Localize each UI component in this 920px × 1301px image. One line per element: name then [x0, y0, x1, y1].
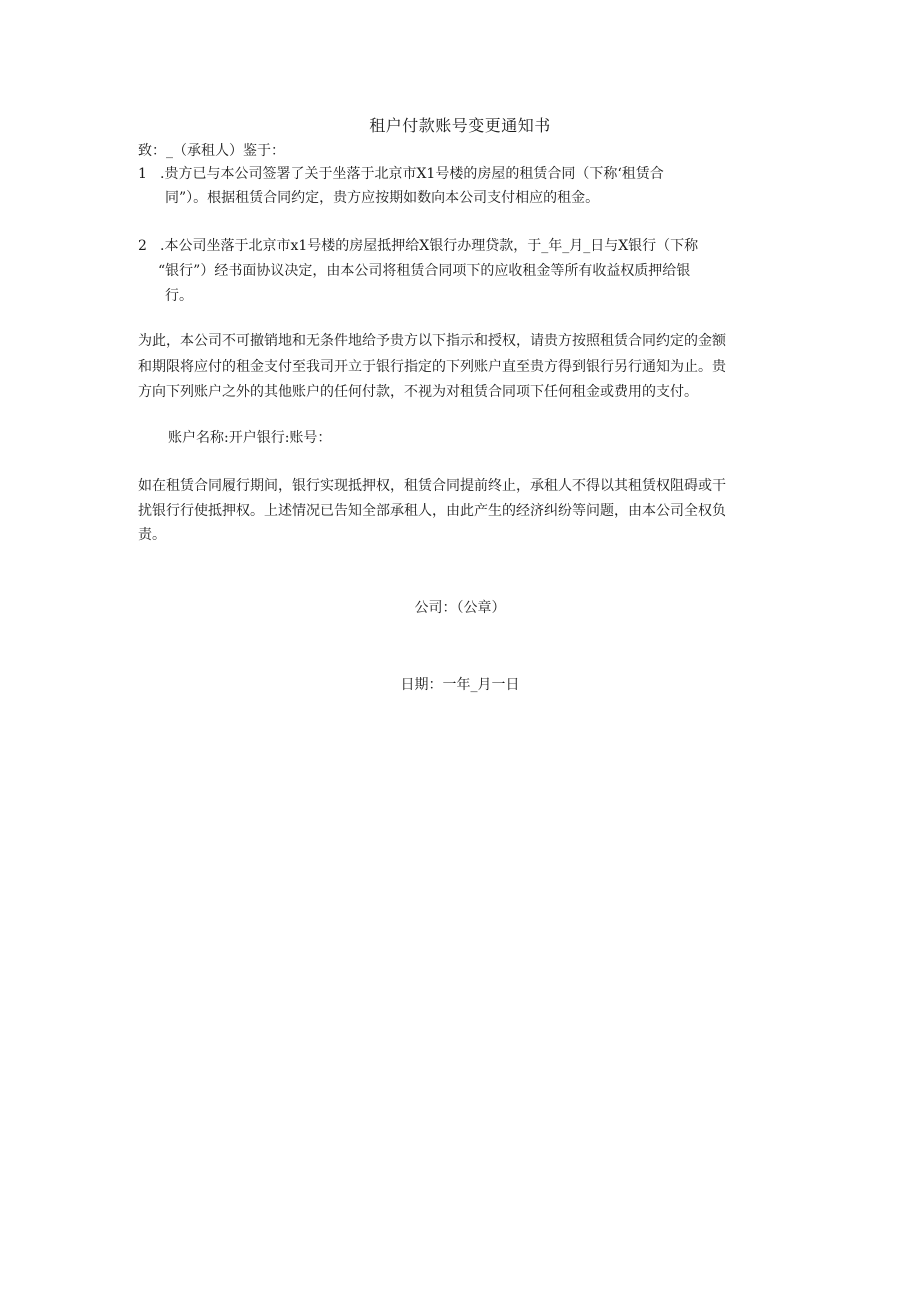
paragraph-3-line-1: 为此，本公司不可撤销地和无条件地给予贵方以下指示和授权，请贵方按照租赁合同约定的金额	[138, 333, 726, 349]
item-2-line-3: 行。	[165, 288, 193, 304]
date-line: 日期：一年_月一日	[400, 677, 520, 693]
item-1-number: 1	[138, 166, 147, 182]
item-1-text-1: .贵方已与本公司签署了关于坐落于北京市X1号楼的房屋的租赁合同（下称‘租赁合	[160, 166, 664, 182]
paragraph-4-line-2: 扰银行行使抵押权。上述情况已告知全部承租人，由此产生的经济纠纷等问题，由本公司全权负	[138, 503, 726, 519]
item-2-line-1	[138, 236, 788, 256]
document-title: 租户付款账号变更通知书	[369, 116, 551, 135]
paragraph-4-line-3: 责。	[138, 527, 166, 543]
paragraph-3-line-2: 和期限将应付的租金支付至我司开立于银行指定的下列账户直至贵方得到银行另行通知为止。贵	[138, 359, 726, 375]
item-2-line-2: “银行”）经书面协议决定，由本公司将租赁合同项下的应收租金等所有收益权质押给银	[158, 263, 691, 279]
company-seal-line: 公司：（公章）	[414, 600, 506, 616]
paragraph-3-line-3: 方向下列账户之外的其他账户的任何付款，不视为对租赁合同项下任何租金或费用的支付。	[138, 384, 698, 400]
item-1-line-1	[138, 164, 788, 184]
paragraph-4-line-1: 如在租赁合同履行期间，银行实现抵押权，租赁合同提前终止，承租人不得以其租赁权阻碍或干	[138, 478, 726, 494]
item-2-number: 2	[138, 238, 147, 254]
item-1-line-2: 同”）。根据租赁合同约定，贵方应按期如数向本公司支付相应的租金。	[165, 190, 600, 206]
salutation: 致：_（承租人）鉴于：	[138, 143, 285, 159]
item-2-text-1: .本公司坐落于北京市x1号楼的房屋抵押给X银行办理贷款，于_年_月_日与X银行（下称	[160, 238, 699, 254]
account-info: 账户名称:开户银行:账号：	[168, 430, 332, 446]
